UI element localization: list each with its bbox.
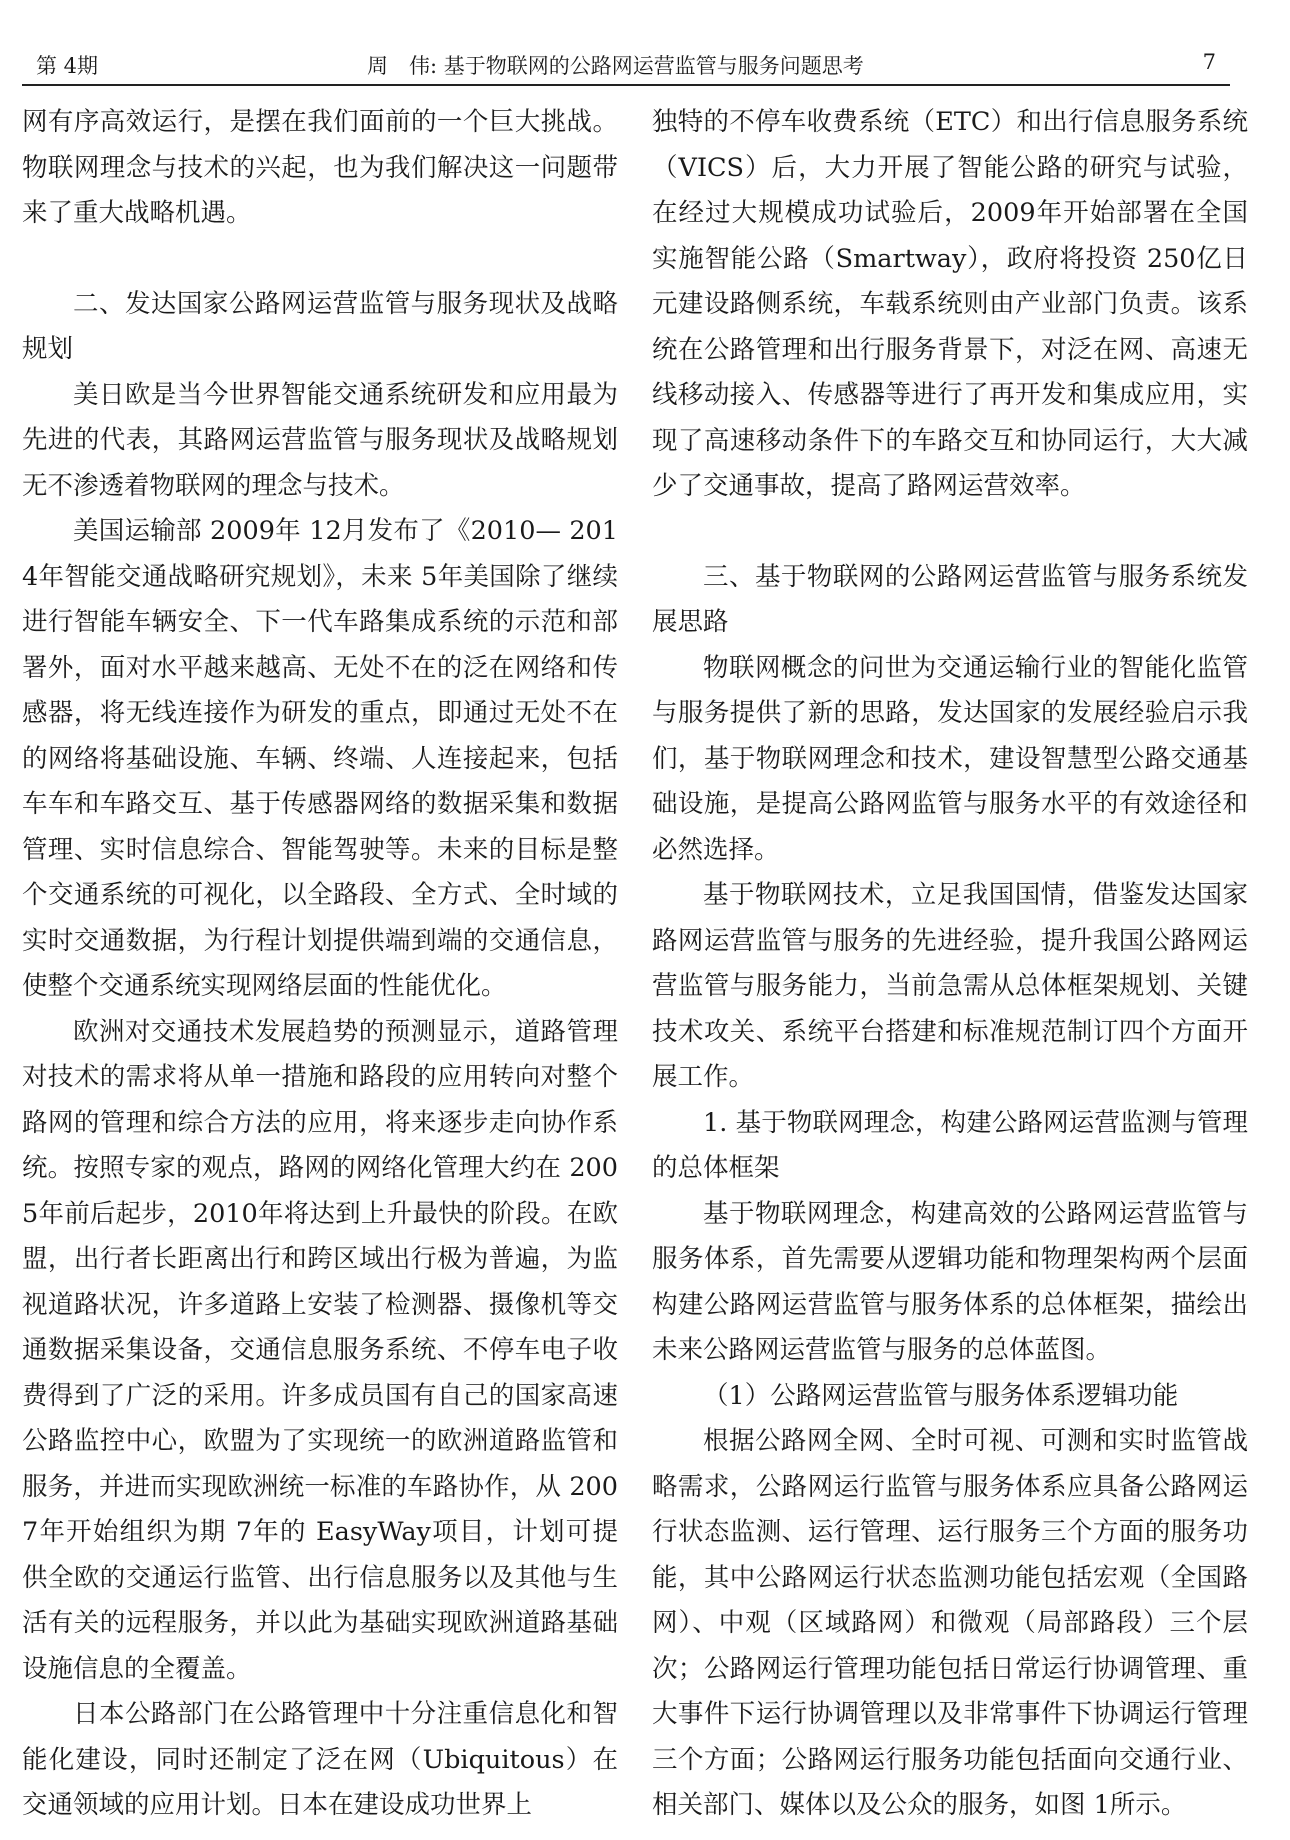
paragraph: 美日欧是当今世界智能交通系统研发和应用最为先进的代表，其路网运营监管与服务现状及战略规划无不渗透着物联网的理念与技术。 — [22, 379, 618, 501]
left-column — [22, 100, 618, 1820]
paragraph: 欧洲对交通技术发展趋势的预测显示，道路管理对技术的需求将从单一措施和路段的应用转向对整个路网的管理和综合方法的应用，将来逐步走向协作系统。按照专家的观点，路网的网络化管理大约在 2005年前后起步，2010年将达到上升最快的阶段。在欧盟，出行者长距离出行和跨区域出行极为普遍，为监视道路状况，许多道路上安装了检测器、摄像机等交通数据采集设备，交通信息服务系统、不停车电子收费得到了广泛的采用。许多成员国有自己的国家高速公路监控中心，欧盟为了实现统一的欧洲道路监管和服务，并进而实现欧洲统一标准的车路协作，从 2007年开始组织为期 7年的 EasyWay项目，计划可提供全欧的交通运行监管、出行信息服务以及其他与生活有关的远程服务，并以此为基础实现欧洲道路基础设施信息的全覆盖。 — [22, 1016, 618, 1684]
section-heading: 三、基于物联网的公路网运营监管与服务系统发展思路 — [652, 561, 1248, 637]
paragraph: 基于物联网技术，立足我国国情，借鉴发达国家路网运营监管与服务的先进经验，提升我国公路网运营监管与服务能力，当前急需从总体框架规划、关键技术攻关、系统平台搭建和标准规范制订四个方面开展工作。 — [652, 880, 1248, 1092]
subsection-heading: 1. 基于物联网理念，构建公路网运营监测与管理的总体框架 — [652, 1107, 1248, 1183]
paragraph: 日本公路部门在公路管理中十分注重信息化和智能化建设，同时还制定了泛在网（Ubiquitous）在交通领域的应用计划。日本在建设成功世界上 — [22, 1699, 618, 1820]
paragraph: 基于物联网理念，构建高效的公路网运营监管与服务体系，首先需要从逻辑功能和物理架构两个层面构建公路网运营监管与服务体系的总体框架，描绘出未来公路网运营监管与服务的总体蓝图。 — [652, 1198, 1248, 1365]
paragraph: 网有序高效运行，是摆在我们面前的一个巨大挑战。物联网理念与技术的兴起，也为我们解决这一问题带来了重大战略机遇。 — [22, 107, 618, 228]
paragraph: 美国运输部 2009年 12月发布了《2010— 2014年智能交通战略研究规划》，未来 5年美国除了继续进行智能车辆安全、下一代车路集成系统的示范和部署外，面对水平越来越高、无处不在的泛在网络和传感器，将无线连接作为研发的重点，即通过无处不在的网络将基础设施、车辆、终端、人连接起来，包括车车和车路交互、基于传感器网络的数据采集和数据管理、实时信息综合、智能驾驶等。未来的目标是整个交通系统的可视化，以全路段、全方式、全时域的实时交通数据，为行程计划提供端到端的交通信息，使整个交通系统实现网络层面的性能优化。 — [22, 516, 618, 1001]
subsubsection-heading: （1）公路网运营监管与服务体系逻辑功能 — [703, 1380, 1179, 1411]
paragraph: 物联网概念的问世为交通运输行业的智能化监管与服务提供了新的思路，发达国家的发展经验启示我们，基于物联网理念和技术，建设智慧型公路交通基础设施，是提高公路网监管与服务水平的有效途径和必然选择。 — [652, 652, 1248, 865]
running-header — [22, 44, 1230, 86]
section-heading: 二、发达国家公路网运营监管与服务现状及战略规划 — [22, 288, 618, 364]
issue-number: 第 4期 — [36, 54, 99, 78]
right-column — [652, 100, 1248, 1820]
page-number: 7 — [1202, 50, 1216, 74]
paragraph: 独特的不停车收费系统（ETC）和出行信息服务系统（VICS）后，大力开展了智能公路的研究与试验，在经过大规模成功试验后，2009年开始部署在全国实施智能公路（Smartway），政府将投资 250亿日元建设路侧系统，车载系统则由产业部门负责。该系统在公路管理和出行服务背景下，对泛在网、高速无线移动接入、传感器等进行了再开发和集成应用，实现了高速移动条件下的车路交互和协同运行，大大减少了交通事故，提高了路网运营效率。 — [652, 107, 1248, 501]
running-title: 周 伟: 基于物联网的公路网运营监管与服务问题思考 — [367, 54, 864, 78]
paragraph: 根据公路网全网、全时可视、可测和实时监管战略需求，公路网运行监管与服务体系应具备公路网运行状态监测、运行管理、运行服务三个方面的服务功能，其中公路网运行状态监测功能包括宏观（全国路网）、中观（区域路网）和微观（局部路段）三个层次；公路网运行管理功能包括日常运行协调管理、重大事件下运行协调管理以及非常事件下协调运行管理三个方面；公路网运行服务功能包括面向交通行业、相关部门、媒体以及公众的服务，如图 1所示。 — [652, 1426, 1248, 1820]
